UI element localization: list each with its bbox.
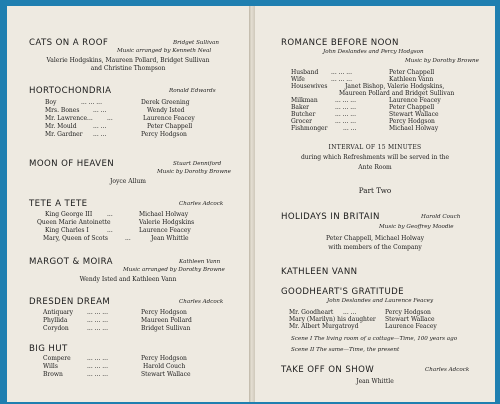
role-name: Corydon — [43, 325, 69, 332]
item-author: Harold Couch — [421, 214, 461, 220]
role-name: Mr. Mould — [45, 123, 77, 130]
role-name: Queen Marie Antoinette — [37, 219, 111, 226]
role-name: Mr. Albert Murgatroyd — [289, 323, 359, 330]
item-title: ROMANCE BEFORE NOON — [281, 38, 399, 48]
role-name: Fishmonger — [291, 125, 328, 132]
interval-text: during which Refreshments will be served in the — [300, 154, 450, 161]
role-name: Mary (Marilyn) his daughter — [289, 316, 376, 323]
role-name: Baker — [291, 104, 310, 111]
role-name: Mr. Goodheart — [289, 309, 334, 316]
leader-dots: ... — [125, 235, 131, 242]
role-name: Wills — [43, 363, 58, 370]
actor-name: Michael Holway — [139, 211, 189, 218]
item-title: BIG HUT — [29, 344, 68, 354]
item-title: MOON OF HEAVEN — [29, 159, 115, 169]
leader-dots: ... ... ... — [331, 76, 352, 83]
leader-dots: ... ... — [93, 131, 107, 138]
leader-dots: ... ... ... — [335, 118, 356, 125]
cast-line: Peter Chappell, Michael Holway — [325, 235, 425, 242]
left-page — [7, 6, 250, 402]
leader-dots: ... ... ... — [87, 363, 108, 370]
item-title: MARGOT & MOIRA — [29, 257, 113, 267]
item-title: HORTOCHONDRIA — [29, 86, 112, 96]
actor-name: Kathleen Vann — [389, 76, 434, 83]
item-title: DRESDEN DREAM — [29, 297, 111, 307]
leader-dots: ... — [107, 211, 113, 218]
leader-dots: ... ... — [343, 309, 357, 316]
actor-name: Valerie Hodgskins — [139, 219, 195, 226]
actor-name: Michael Holway — [389, 125, 439, 132]
actor-name: Harold Couch — [143, 363, 186, 370]
actor-name: Percy Hodgson — [141, 355, 187, 362]
actor-name: Maureen Pollard and Bridget Sullivan — [339, 90, 455, 97]
item-author: Charles Adcock — [179, 299, 224, 305]
leader-dots: ... ... ... — [87, 317, 108, 324]
role-name: Butcher — [291, 111, 316, 118]
leader-dots: ... ... ... — [331, 69, 352, 76]
actor-name: Percy Hodgson — [385, 309, 431, 316]
leader-dots: ... ... ... — [335, 111, 356, 118]
programme-spread — [7, 6, 495, 402]
actor-name: Wendy Isted — [147, 107, 185, 114]
item-title: TETE A TETE — [29, 199, 88, 209]
item-music: Music by Dorothy Browne — [405, 58, 479, 64]
role-name: Brown — [43, 371, 63, 378]
scene-note: Scene II The same—Time, the present — [291, 347, 400, 353]
leader-dots: ... ... ... — [335, 104, 356, 111]
actor-name: Laurence Feacey — [143, 115, 195, 122]
role-name: Milkman — [291, 97, 318, 104]
actor-name: Laurence Feacey — [385, 323, 437, 330]
actor-name: Percy Hodgson — [141, 309, 187, 316]
cast-line: with members of the Company — [328, 244, 422, 251]
actor-name: Janet Bishop, Valerie Hodgskins, — [345, 83, 445, 90]
item-author: Charles Adcock — [425, 367, 470, 373]
role-name: Mr. Gardner — [45, 131, 83, 138]
actor-name: Stewart Wallace — [141, 371, 191, 378]
actor-name: Stewart Wallace — [385, 316, 435, 323]
leader-dots: ... — [107, 115, 113, 122]
item-authors: John Deslandes and Laurence Feacey — [327, 298, 434, 304]
part-heading: Part Two — [358, 186, 392, 195]
right-page — [255, 6, 495, 402]
item-title: GOODHEART'S GRATITUDE — [281, 287, 404, 297]
item-music: Music arranged by Kenneth Neal — [117, 48, 212, 54]
leader-dots: ... ... ... — [87, 309, 108, 316]
role-name: Mrs. Bones — [45, 107, 80, 114]
role-name: Mr. Lawrence... — [45, 115, 93, 122]
cast-line: Jean Whittle — [356, 378, 394, 385]
actor-name: Peter Chappell — [389, 104, 435, 111]
role-name: Husband — [291, 69, 319, 76]
item-author: Stuart Denniford — [173, 161, 222, 167]
item-title: HOLIDAYS IN BRITAIN — [281, 212, 380, 222]
role-name: Compere — [43, 355, 71, 362]
leader-dots: ... ... ... — [81, 99, 102, 106]
item-music: Music by Dorothy Browne — [157, 169, 231, 175]
actor-name: Laurence Feacey — [139, 227, 191, 234]
cast-line: Valerie Hodgskins, Maureen Pollard, Bridget Sullivan — [46, 57, 210, 64]
role-name: Housewives — [291, 83, 328, 90]
item-author: Kathleen Vann — [179, 259, 221, 265]
item-title: CATS ON A ROOF — [29, 38, 109, 48]
item-author: Charles Adcock — [179, 201, 224, 207]
leader-dots: ... ... — [93, 123, 107, 130]
item-author: Bridget Sullivan — [173, 40, 219, 46]
item-music: Music by Geoffrey Moodie — [379, 224, 454, 230]
item-title: TAKE OFF ON SHOW — [281, 365, 375, 375]
item-authors: John Deslandes and Percy Hodgson — [323, 49, 424, 55]
leader-dots: ... ... ... — [87, 325, 108, 332]
cast-line: and Christine Thompson — [90, 65, 166, 72]
actor-name: Stewart Wallace — [389, 111, 439, 118]
leader-dots: ... ... ... — [335, 97, 356, 104]
actor-name: Jean Whittle — [151, 235, 189, 242]
item-author: Ronald Edwards — [169, 88, 216, 94]
leader-dots: ... ... ... — [87, 371, 108, 378]
cast-line: Joyce Allum — [110, 178, 146, 185]
role-name: King George III — [45, 211, 93, 218]
interval-heading: INTERVAL OF 15 MINUTES — [328, 144, 422, 151]
role-name: Phyllida — [43, 317, 68, 324]
interval-text: Ante Room — [358, 164, 392, 171]
actor-name: Percy Hodgson — [389, 118, 435, 125]
actor-name: Peter Chappell — [389, 69, 435, 76]
actor-name: Maureen Pollard — [141, 317, 192, 324]
actor-name: Bridget Sullivan — [141, 325, 191, 332]
cast-line: Wendy Isted and Kathleen Vann — [79, 276, 177, 283]
actor-name: Derek Greening — [141, 99, 190, 106]
actor-name: Percy Hodgson — [141, 131, 187, 138]
scene-note: Scene I The living room of a cottage—Time, 100 years ago — [291, 336, 458, 342]
role-name: King Charles I — [45, 227, 89, 234]
role-name: Grocer — [291, 118, 313, 125]
role-name: Antiquary — [43, 309, 74, 316]
item-title: KATHLEEN VANN — [281, 267, 358, 277]
leader-dots: ... ... — [343, 125, 357, 132]
actor-name: Peter Chappell — [147, 123, 193, 130]
leader-dots: ... — [107, 227, 113, 234]
leader-dots: ... ... ... — [87, 355, 108, 362]
role-name: Wife — [291, 76, 305, 83]
role-name: Boy — [45, 99, 57, 106]
item-music: Music arranged by Dorothy Browne — [123, 267, 225, 273]
role-name: Mary, Queen of Scots — [43, 235, 108, 242]
actor-name: Laurence Feacey — [389, 97, 441, 104]
leader-dots: ... ... — [93, 107, 107, 114]
